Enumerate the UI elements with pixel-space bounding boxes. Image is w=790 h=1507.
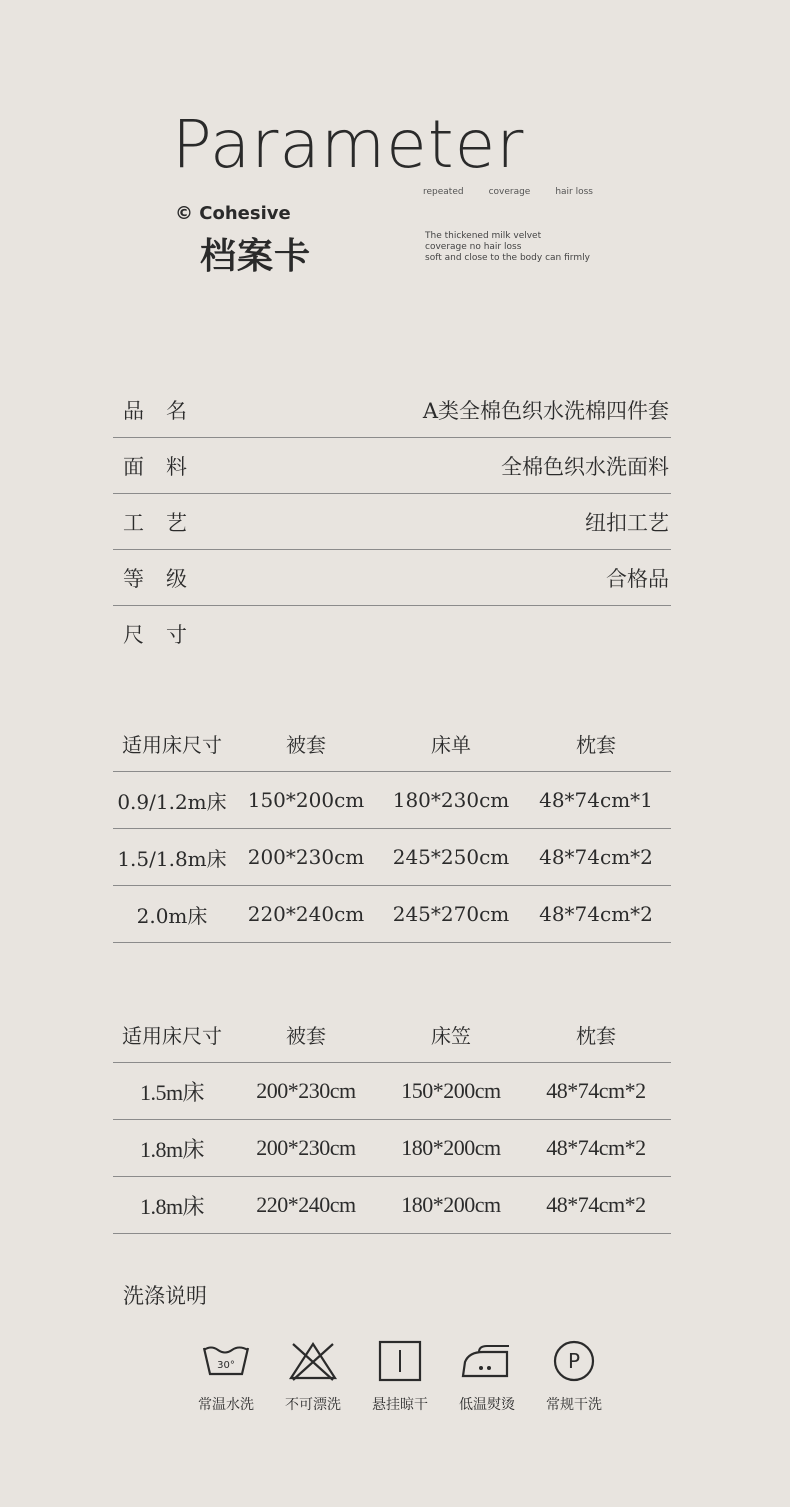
table-header-cell: 床单 [431,732,471,757]
hang-dry-icon [372,1338,428,1384]
wash-label: 低温熨烫 [459,1397,515,1413]
param-row-fabric [113,438,671,494]
size-table-fitted [113,1006,671,1234]
table-row [113,1063,671,1120]
tag-list [423,187,593,197]
param-row-size [113,606,671,662]
subtitle-cn: 档案卡 [200,236,312,277]
desc-line: coverage no hair loss [425,242,522,252]
table-cell: 1.8m床 [139,1136,205,1162]
wash-label: 不可漂洗 [285,1397,341,1413]
table-header-cell: 枕套 [576,732,616,757]
brand-name: © Cohesive [175,203,291,224]
wash-temp: 30° [217,1360,235,1371]
table-cell: 150*200cm [401,1078,501,1103]
wash-label: 悬挂晾干 [372,1397,428,1413]
param-label: 工艺 [123,510,209,535]
table-cell: 48*74cm*2 [539,845,653,869]
table-header-row [113,715,671,772]
table-cell: 2.0m床 [136,903,208,928]
table-cell: 1.8m床 [139,1193,205,1219]
wash-icon-row [190,1338,610,1414]
wash-item [190,1338,262,1414]
wash-label: 常温水洗 [198,1397,254,1413]
table-cell: 48*74cm*2 [546,1078,646,1103]
wash-30-icon [198,1338,254,1384]
wash-label: 常规干洗 [546,1397,602,1413]
table-cell: 48*74cm*2 [539,902,653,926]
desc-line: soft and close to the body can firmly [425,253,590,263]
wash-item [451,1338,523,1414]
param-label: 尺寸 [123,623,209,647]
table-header-cell: 适用床尺寸 [122,732,222,757]
table-cell: 245*250cm [392,845,510,869]
table-cell: 0.9/1.2m床 [117,789,227,814]
no-bleach-icon [285,1338,341,1384]
wash-item [364,1338,436,1414]
tag-repeated: repeated [423,187,464,197]
table-cell: 200*230cm [256,1135,356,1160]
table-row [113,886,671,943]
table-cell: 180*200cm [401,1192,501,1217]
param-row-name [113,382,671,438]
table-cell: 180*230cm [392,788,510,812]
param-row-craft [113,494,671,550]
dry-clean-letter: P [567,1349,581,1373]
param-value: 全棉色织水洗面料 [501,454,669,479]
table-header-row [113,1006,671,1063]
table-cell: 220*240cm [247,902,365,926]
table-header-cell: 枕套 [576,1023,616,1048]
table-cell: 48*74cm*2 [546,1135,646,1160]
table-row [113,829,671,886]
table-cell: 180*200cm [401,1135,501,1160]
param-row-grade [113,550,671,606]
table-row [113,1120,671,1177]
table-row [113,1177,671,1234]
description [425,231,590,264]
param-value: A类全棉色织水洗棉四件套 [422,398,669,423]
iron-low-icon [459,1338,515,1384]
wash-item [538,1338,610,1414]
wash-instructions-title: 洗涤说明 [123,1284,207,1308]
tag-coverage: coverage [488,187,531,197]
table-cell: 1.5m床 [139,1079,205,1105]
table-header-cell: 被套 [286,732,326,757]
table-cell: 48*74cm*2 [546,1192,646,1217]
param-label: 等级 [123,566,209,591]
table-header-cell: 被套 [286,1023,326,1048]
param-value: 合格品 [606,566,669,591]
param-label: 面料 [123,454,209,479]
desc-line: The thickened milk velvet [425,231,542,241]
table-cell: 150*200cm [247,788,365,812]
param-label: 品名 [123,398,209,423]
table-row [113,772,671,829]
tag-hair-loss: hair loss [555,187,593,197]
table-header-cell: 适用床尺寸 [122,1023,222,1048]
table-cell: 1.5/1.8m床 [117,846,227,871]
table-header-cell: 床笠 [431,1023,471,1048]
parameter-list [113,382,671,662]
table-cell: 200*230cm [247,845,365,869]
size-table-sheet [113,715,671,943]
table-cell: 48*74cm*1 [539,788,653,812]
table-cell: 200*230cm [256,1078,356,1103]
page-title: Parameter [172,106,525,183]
param-value: 纽扣工艺 [585,510,669,535]
dry-clean-p-icon [546,1338,602,1384]
table-cell: 245*270cm [392,902,510,926]
wash-item [277,1338,349,1414]
table-cell: 220*240cm [256,1192,356,1217]
